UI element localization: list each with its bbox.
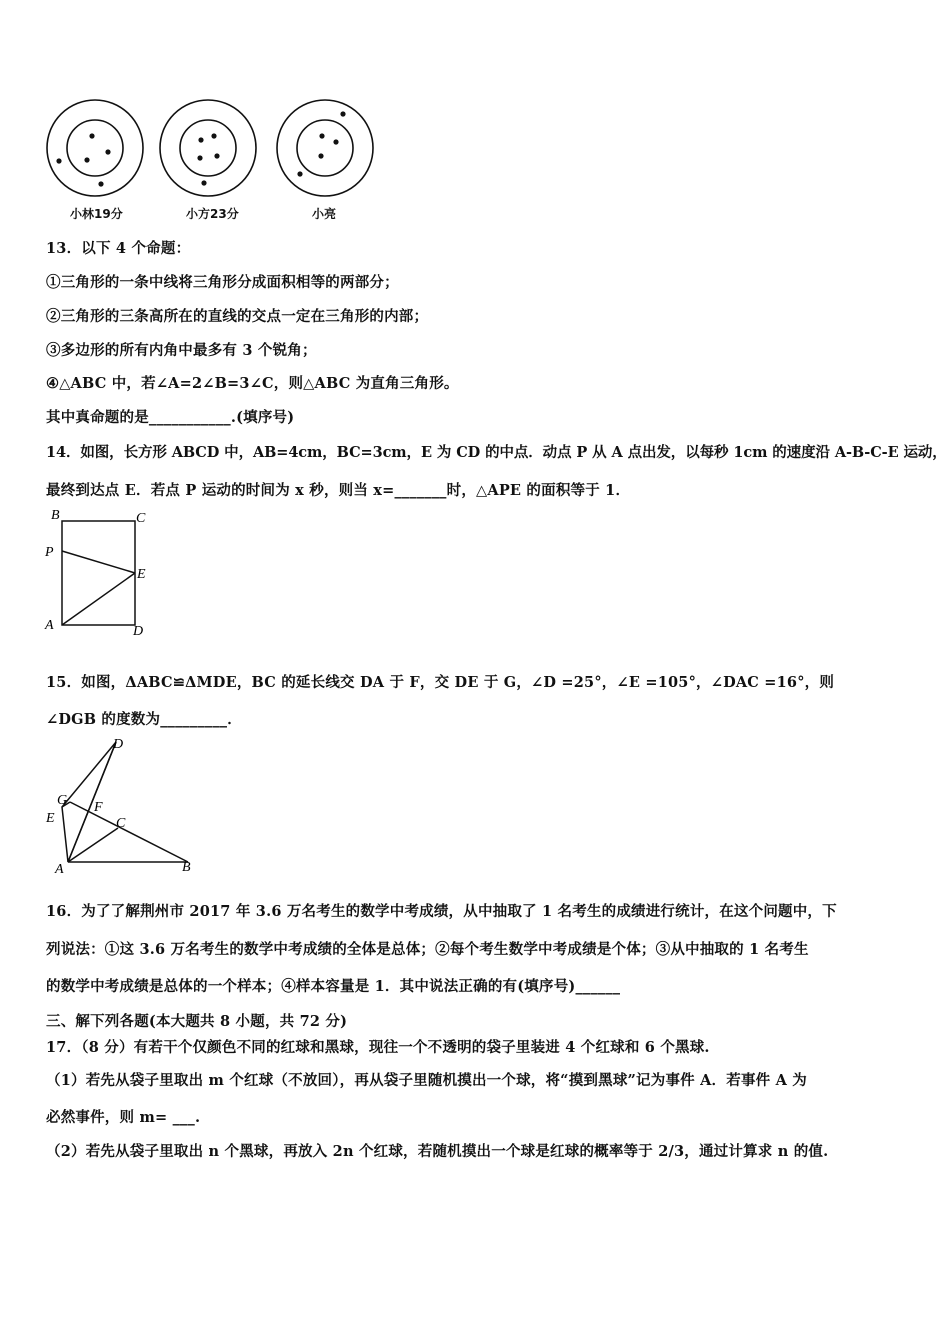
q17-stem: 17．（8 分）有若干个仅颜色不同的红球和黑球，现往一个不透明的袋子里装进 4 个红球和 6 个黑球.	[46, 1039, 710, 1056]
label-E: E	[46, 811, 55, 826]
triangle-figure	[40, 732, 210, 880]
q13-question: 其中真命题的是___________.(填序号)	[46, 409, 295, 426]
target-label-xiaofang: 小方23分	[186, 207, 239, 221]
label-E: E	[137, 567, 146, 582]
q13-proposition-1: ①三角形的一条中线将三角形分成面积相等的两部分；	[46, 274, 399, 291]
section-3-heading: 三、解下列各题(本大题共 8 小题，共 72 分)	[46, 1013, 348, 1030]
label-D: D	[133, 624, 144, 639]
label-D: D	[113, 737, 124, 752]
target-xiaofang	[160, 100, 256, 196]
q13-proposition-3: ③多边形的所有内角中最多有 3 个锐角；	[46, 342, 317, 359]
label-F: F	[94, 800, 103, 815]
q14-line-1: 14．如图，长方形 ABCD 中，AB=4cm，BC=3cm，E 为 CD 的中点．动点 P 从 A 点出发，以每秒 1cm 的速度沿 A-B-C-E 运动，	[46, 444, 947, 461]
label-G: G	[57, 793, 68, 808]
label-C: C	[116, 816, 126, 831]
target-label-xiaolin: 小林19分	[70, 207, 123, 221]
q17-part-1-line-1: （1）若先从袋子里取出 m 个红球（不放回），再从袋子里随机摸出一个球，将“摸到黑球”记为事件 A．若事件 A 为	[46, 1072, 807, 1089]
q13-proposition-4: ④△ABC 中，若∠A=2∠B=3∠C，则△ABC 为直角三角形。	[46, 375, 459, 392]
label-B: B	[51, 508, 60, 523]
target-xiaolin	[47, 100, 143, 196]
label-A: A	[55, 862, 64, 877]
label-C: C	[136, 511, 146, 526]
q14-line-2: 最终到达点 E．若点 P 运动的时间为 x 秒，则当 x=_______时，△APE 的面积等于 1．	[46, 482, 631, 499]
q17-part-2: （2）若先从袋子里取出 n 个黑球，再放入 2n 个红球，若随机摸出一个球是红球的概率等于 2/3，通过计算求 n 的值.	[46, 1143, 829, 1160]
q16-line-3: 的数学中考成绩是总体的一个样本；④样本容量是 1．其中说法正确的有(填序号)______	[46, 978, 621, 995]
q13-proposition-2: ②三角形的三条高所在的直线的交点一定在三角形的内部；	[46, 308, 429, 325]
q16-line-1: 16．为了了解荆州市 2017 年 3.6 万名考生的数学中考成绩，从中抽取了 1 名考生的成绩进行统计，在这个问题中，下	[46, 903, 837, 920]
label-P: P	[45, 545, 54, 560]
label-A: A	[45, 618, 54, 633]
q17-part-1-line-2: 必然事件，则 m= ___.	[46, 1109, 201, 1126]
q13-stem: 13．以下 4 个命题：	[46, 240, 191, 257]
q16-line-2: 列说法：①这 3.6 万名考生的数学中考成绩的全体是总体；②每个考生数学中考成绩是个体；③从中抽取的 1 名考生	[46, 941, 809, 958]
q15-line-2: ∠DGB 的度数为_________．	[46, 711, 242, 728]
target-label-xiaoliang: 小亮	[312, 207, 337, 221]
label-B: B	[182, 860, 191, 875]
q15-line-1: 15．如图，ΔABC≌ΔMDE，BC 的延长线交 DA 于 F，交 DE 于 G，∠D =25°，∠E =105°，∠DAC =16°，则	[46, 674, 835, 691]
rectangle-figure	[40, 505, 160, 640]
target-xiaoliang	[277, 100, 373, 196]
